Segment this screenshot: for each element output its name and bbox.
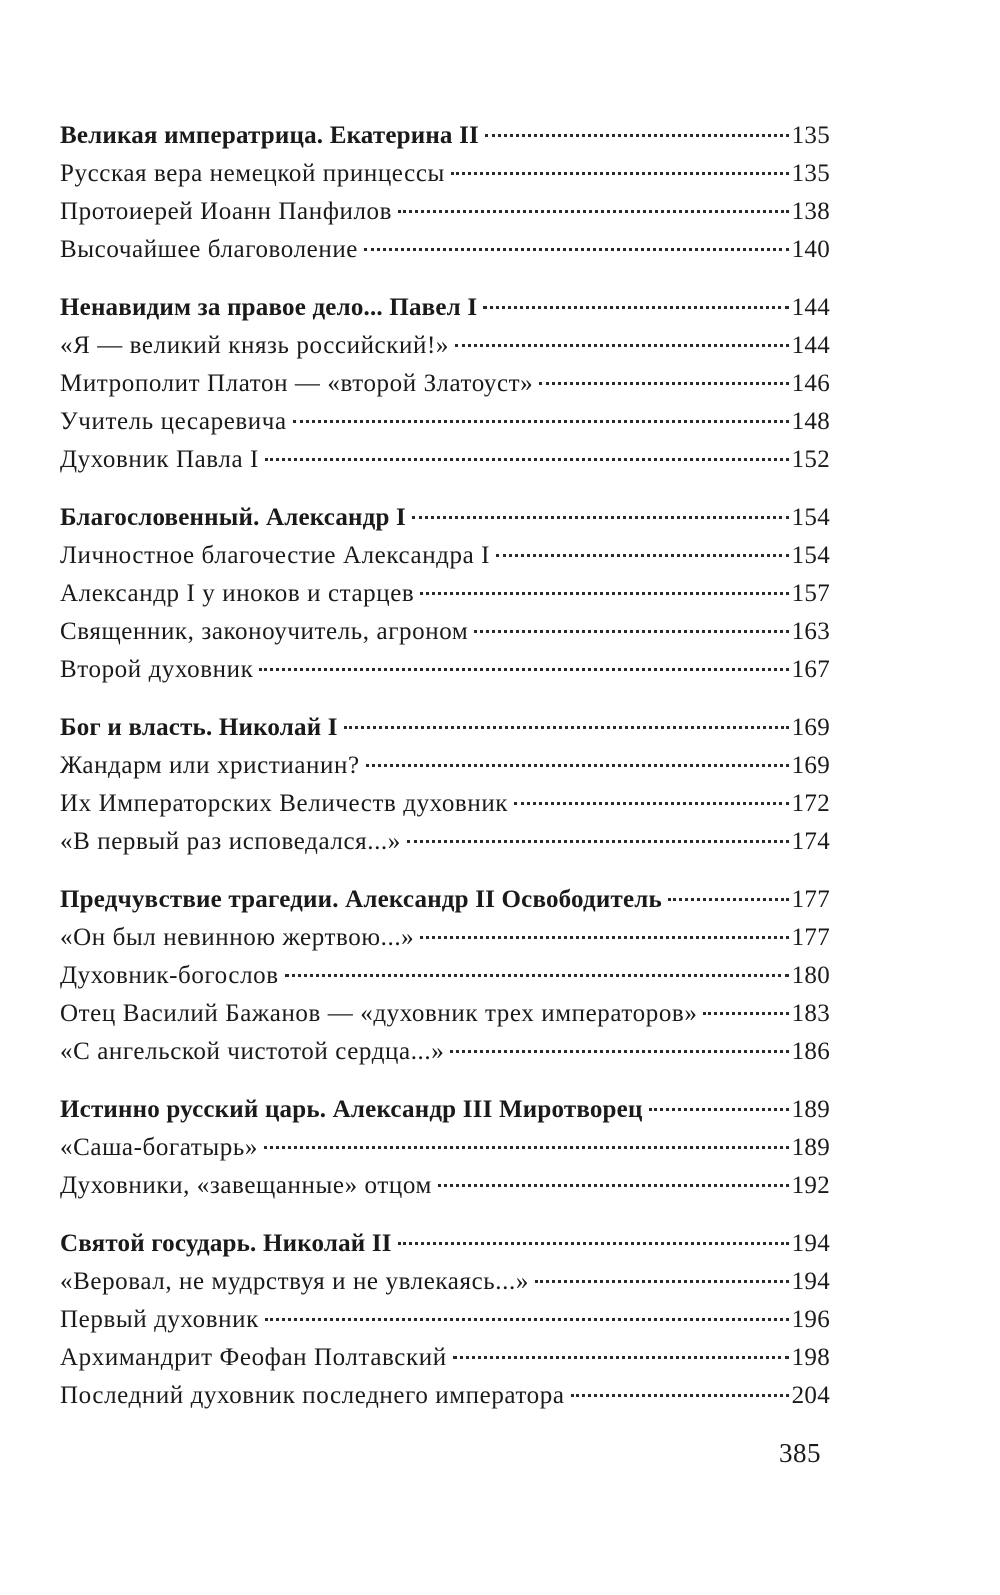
toc-page-number: 186 xyxy=(791,1038,830,1065)
toc-entry-title: Священник, законоучитель, агроном xyxy=(60,618,469,645)
toc-page-number: 177 xyxy=(791,886,830,913)
toc-entry xyxy=(60,1033,830,1071)
dot-leader xyxy=(412,516,789,519)
toc-page-number: 177 xyxy=(791,924,830,951)
toc-heading-title: Бог и власть. Николай I xyxy=(60,714,338,741)
page-number: 385 xyxy=(779,1438,821,1468)
toc-page-number: 167 xyxy=(791,656,830,683)
toc-entry xyxy=(60,193,830,231)
dot-leader xyxy=(453,1356,789,1359)
toc-entry xyxy=(60,1129,830,1167)
dot-leader xyxy=(285,974,789,977)
toc-entry xyxy=(60,327,830,365)
toc-heading xyxy=(60,289,830,327)
dot-leader xyxy=(483,306,788,309)
toc-entry-title: Второй духовник xyxy=(60,656,254,683)
toc-page-number: 198 xyxy=(791,1344,830,1371)
dot-leader xyxy=(344,726,789,729)
toc-page-number: 148 xyxy=(791,408,830,435)
toc-section xyxy=(60,709,830,861)
toc-entry-title: Архимандрит Феофан Полтавский xyxy=(60,1344,447,1371)
dot-leader xyxy=(364,248,789,251)
dot-leader xyxy=(451,172,789,175)
toc-page-number: 144 xyxy=(791,294,830,321)
toc-entry-title: Духовники, «завещанные» отцом xyxy=(60,1172,432,1199)
toc-entry xyxy=(60,365,830,403)
toc-heading-title: Святой государь. Николай II xyxy=(60,1230,392,1257)
toc-heading-title: Благословенный. Александр I xyxy=(60,504,406,531)
toc-page-number: 204 xyxy=(791,1382,830,1409)
toc-page-number: 140 xyxy=(791,236,830,263)
toc-heading xyxy=(60,881,830,919)
toc-entry xyxy=(60,823,830,861)
toc-entry xyxy=(60,155,830,193)
toc-heading xyxy=(60,117,830,155)
dot-leader xyxy=(535,1280,789,1283)
toc-entry-title: Личностное благочестие Александра I xyxy=(60,542,491,569)
toc-section xyxy=(60,499,830,689)
dot-leader xyxy=(668,898,789,901)
dot-leader xyxy=(455,344,789,347)
toc-page-number: 189 xyxy=(791,1096,830,1123)
dot-leader xyxy=(571,1394,789,1397)
toc-entry xyxy=(60,575,830,613)
dot-leader xyxy=(539,382,788,385)
dot-leader xyxy=(293,420,789,423)
toc-entry-title: «Я — великий князь российский!» xyxy=(60,332,449,359)
toc-heading xyxy=(60,499,830,537)
toc-entry-title: Жандарм или христианин? xyxy=(60,752,360,779)
dot-leader xyxy=(265,1318,789,1321)
toc-entry xyxy=(60,651,830,689)
toc-heading-title: Ненавидим за правое дело... Павел I xyxy=(60,294,478,321)
dot-leader xyxy=(649,1108,789,1111)
toc-entry-title: Протоиерей Иоанн Панфилов xyxy=(60,198,393,225)
toc-entry-title: Последний духовник последнего императора xyxy=(60,1382,565,1409)
toc-entry xyxy=(60,995,830,1033)
toc-entry-title: Первый духовник xyxy=(60,1306,259,1333)
toc-entry xyxy=(60,613,830,651)
toc-page-number: 174 xyxy=(791,828,830,855)
toc-heading-title: Предчувствие трагедии. Александр II Освободитель xyxy=(60,886,662,913)
toc-entry xyxy=(60,1263,830,1301)
toc-page-number: 157 xyxy=(791,580,830,607)
toc-page-number: 169 xyxy=(791,752,830,779)
toc-section xyxy=(60,1091,830,1205)
toc-entry xyxy=(60,231,830,269)
toc-page-number: 163 xyxy=(791,618,830,645)
toc-page-number: 152 xyxy=(791,446,830,473)
toc-heading xyxy=(60,1225,830,1263)
table-of-contents xyxy=(60,117,830,1435)
toc-heading xyxy=(60,709,830,747)
toc-entry-title: «Он был невинною жертвою...» xyxy=(60,924,415,951)
toc-entry xyxy=(60,919,830,957)
toc-entry xyxy=(60,537,830,575)
toc-page-number: 169 xyxy=(791,714,830,741)
toc-page-number: 194 xyxy=(791,1230,830,1257)
toc-entry xyxy=(60,1301,830,1339)
toc-page-number: 154 xyxy=(791,504,830,531)
dot-leader xyxy=(407,840,789,843)
toc-entry xyxy=(60,747,830,785)
toc-entry-title: Митрополит Платон — «второй Златоуст» xyxy=(60,370,534,397)
toc-entry xyxy=(60,785,830,823)
toc-entry-title: Русская вера немецкой принцессы xyxy=(60,160,445,187)
dot-leader xyxy=(265,458,789,461)
toc-section xyxy=(60,117,830,269)
toc-entry-title: «С ангельской чистотой сердца...» xyxy=(60,1038,445,1065)
dot-leader xyxy=(485,134,789,137)
toc-page-number: 135 xyxy=(791,122,830,149)
toc-page-number: 180 xyxy=(791,962,830,989)
toc-page-number: 183 xyxy=(791,1000,830,1027)
toc-heading xyxy=(60,1091,830,1129)
toc-entry xyxy=(60,957,830,995)
toc-entry-title: Отец Василий Бажанов — «духовник трех императоров» xyxy=(60,1000,698,1027)
dot-leader xyxy=(366,764,789,767)
dot-leader xyxy=(398,1242,789,1245)
toc-section xyxy=(60,1225,830,1415)
dot-leader xyxy=(420,936,788,939)
toc-section xyxy=(60,881,830,1071)
toc-entry-title: «В первый раз исповедался...» xyxy=(60,828,401,855)
toc-page-number: 192 xyxy=(791,1172,830,1199)
dot-leader xyxy=(438,1184,789,1187)
toc-entry-title: Их Императорских Величеств духовник xyxy=(60,790,509,817)
dot-leader xyxy=(420,592,788,595)
dot-leader xyxy=(474,630,788,633)
toc-page-number: 146 xyxy=(791,370,830,397)
toc-entry-title: «Саша-богатырь» xyxy=(60,1134,258,1161)
toc-heading-title: Великая императрица. Екатерина II xyxy=(60,122,479,149)
toc-page-number: 194 xyxy=(791,1268,830,1295)
toc-entry-title: Александр I у иноков и старцев xyxy=(60,580,415,607)
toc-page-number: 138 xyxy=(791,198,830,225)
toc-heading-title: Истинно русский царь. Александр III Миротворец xyxy=(60,1096,643,1123)
toc-page-number: 172 xyxy=(791,790,830,817)
toc-page-number: 189 xyxy=(791,1134,830,1161)
toc-entry xyxy=(60,1167,830,1205)
dot-leader xyxy=(259,668,788,671)
toc-entry-title: Духовник-богослов xyxy=(60,962,279,989)
toc-page-number: 135 xyxy=(791,160,830,187)
toc-page-number: 196 xyxy=(791,1306,830,1333)
dot-leader xyxy=(264,1146,789,1149)
toc-page-number: 154 xyxy=(791,542,830,569)
toc-entry-title: «Веровал, не мудрствуя и не увлекаясь...» xyxy=(60,1268,529,1295)
dot-leader xyxy=(496,554,789,557)
dot-leader xyxy=(514,802,789,805)
toc-entry xyxy=(60,1377,830,1415)
toc-page-number: 144 xyxy=(791,332,830,359)
toc-entry-title: Духовник Павла I xyxy=(60,446,259,473)
toc-entry xyxy=(60,441,830,479)
dot-leader xyxy=(703,1012,788,1015)
toc-entry-title: Учитель цесаревича xyxy=(60,408,287,435)
toc-section xyxy=(60,289,830,479)
toc-entry xyxy=(60,1339,830,1377)
toc-entry xyxy=(60,403,830,441)
toc-entry-title: Высочайшее благоволение xyxy=(60,236,358,263)
dot-leader xyxy=(398,210,789,213)
dot-leader xyxy=(450,1050,788,1053)
